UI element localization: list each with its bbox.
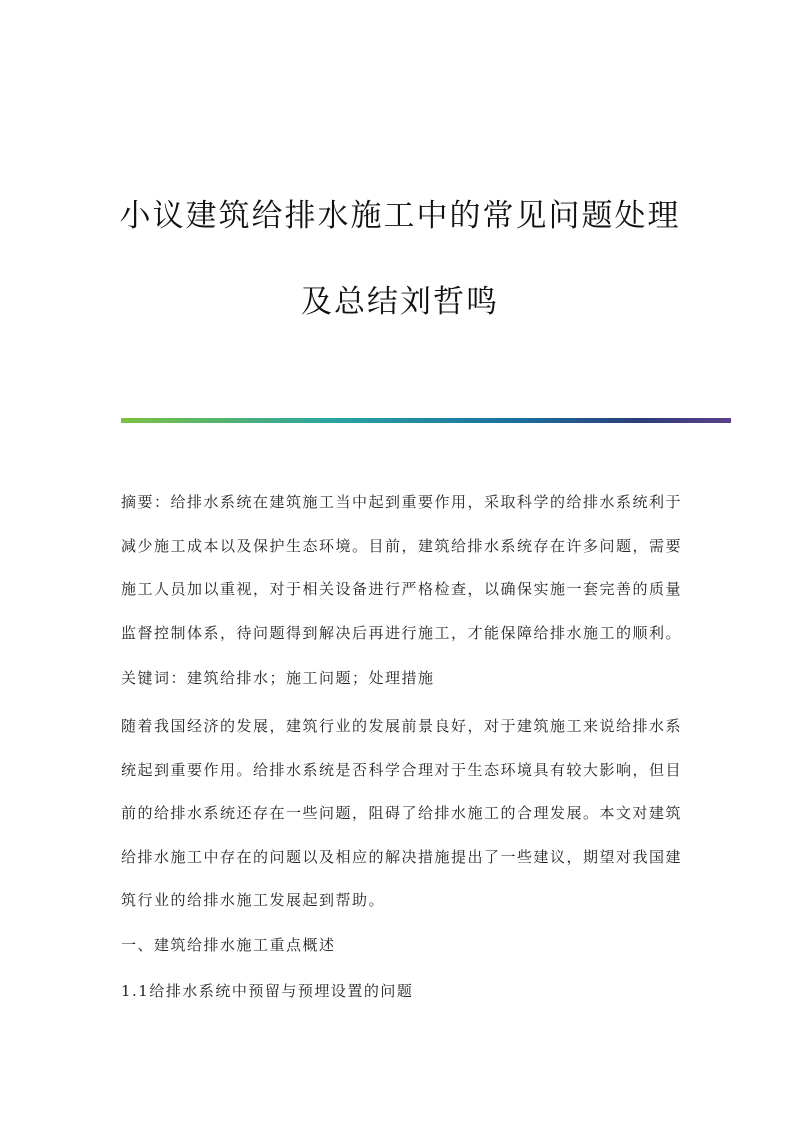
intro-line-5: 筑行业的给排水施工发展起到帮助。 bbox=[121, 891, 386, 909]
document-title-line-2: 及总结刘哲鸣 bbox=[301, 284, 499, 320]
keywords-line: 关键词：建筑给排水；施工问题；处理措施 bbox=[121, 669, 435, 687]
intro-line-1: 随着我国经济的发展，建筑行业的发展前景良好，对于建筑施工来说给排水系 bbox=[121, 717, 683, 735]
section-heading: 一、建筑给排水施工重点概述 bbox=[121, 936, 336, 954]
title-divider bbox=[121, 418, 731, 423]
abstract-line-1: 摘要：给排水系统在建筑施工当中起到重要作用，采取科学的给排水系统利于 bbox=[121, 493, 683, 511]
intro-line-3: 前的给排水系统还存在一些问题，阻碍了给排水施工的合理发展。本文对建筑 bbox=[121, 804, 683, 822]
abstract-line-2: 减少施工成本以及保护生态环境。目前，建筑给排水系统存在许多问题，需要 bbox=[121, 537, 683, 555]
abstract-line-3: 施工人员加以重视，对于相关设备进行严格检查，以确保实施一套完善的质量 bbox=[121, 580, 683, 598]
subsection-heading: 1.1给排水系统中预留与预埋设置的问题 bbox=[121, 982, 414, 1000]
intro-line-2: 统起到重要作用。给排水系统是否科学合理对于生态环境具有较大影响，但目 bbox=[121, 761, 683, 779]
abstract-line-4: 监督控制体系，待问题得到解决后再进行施工，才能保障给排水施工的顺利。 bbox=[121, 624, 683, 642]
document-title-line-1: 小议建筑给排水施工中的常见问题处理 bbox=[119, 198, 681, 234]
intro-line-4: 给排水施工中存在的问题以及相应的解决措施提出了一些建议，期望对我国建 bbox=[121, 848, 683, 866]
